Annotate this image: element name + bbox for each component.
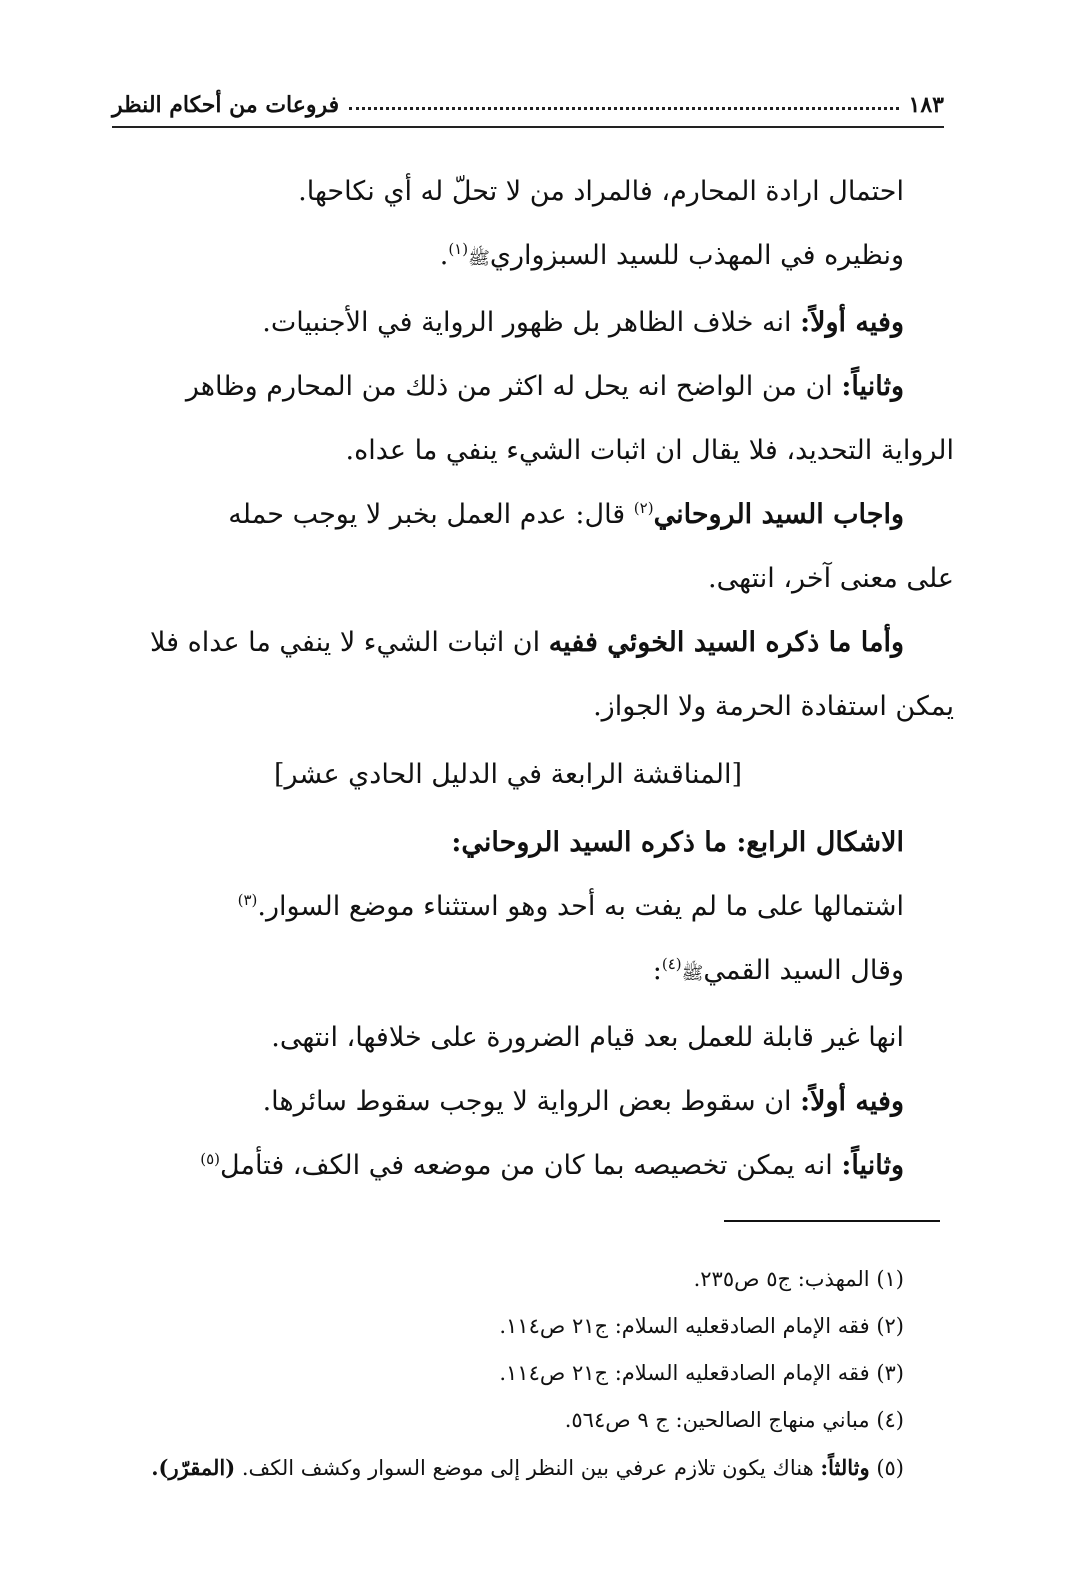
paragraph-8: اشتمالها على ما لم يفت به أحد وهو استثناء موضع السوار.$^{(٣)}$: [237, 891, 904, 922]
paragraph-3: وفيه أولاً: انه خلاف الظاهر بل ظهور الرواية في الأجنبيات.: [262, 307, 904, 338]
footnote-2: (٢) فقه الإمام الصادقعليه السلام: ج٢١ ص١١٤.: [499, 1314, 904, 1338]
paragraph-4: وثانياً: ان من الواضح انه يحل له اكثر من ذلك من المحارم وظاهر: [185, 371, 904, 402]
footnote-ref-5[interactable]: (٥): [200, 1150, 221, 1168]
honorific-glyph: ﷺ: [681, 963, 704, 984]
footnote-4: (٤) مباني منهاج الصالحين: ج ٩ ص٥٦٤.: [564, 1408, 904, 1432]
paragraph-5-continuation: على معنى آخر، انتهى.: [708, 563, 954, 594]
paragraph-11: وفيه أولاً: ان سقوط بعض الرواية لا يوجب سقوط سائرها.: [262, 1086, 904, 1117]
footnote-5: (٥) وثالثاً: هناك يكون تلازم عرفي بين النظر إلى موضع السوار وكشف الكف. (المقرّر).: [151, 1455, 904, 1480]
section-heading: [المناقشة الرابعة في الدليل الحادي عشر]: [273, 759, 743, 790]
footnote-3: (٣) فقه الإمام الصادقعليه السلام: ج٢١ ص١١٤.: [499, 1361, 904, 1385]
footnote-ref-1[interactable]: (١): [448, 240, 469, 258]
paragraph-1: احتمال ارادة المحارم، فالمراد من لا تحلّ له أي نكاحها.: [298, 176, 904, 207]
paragraph-6: وأما ما ذكره السيد الخوئي ففيه ان اثبات الشيء لا ينفي ما عداه فلا: [150, 627, 904, 658]
footnote-1: (١) المهذب: ج٥ ص٢٣٥.: [693, 1267, 904, 1291]
header-leader-dots: [349, 107, 898, 110]
footnote-ref-2[interactable]: (٢): [633, 499, 654, 517]
footnotes: [112, 1256, 904, 1492]
paragraph-5: واجاب السيد الروحاني$^{(٢)}$ قال: عدم العمل بخبر لا يوجب حمله: [228, 499, 904, 530]
paragraph-7: الاشكال الرابع: ما ذكره السيد الروحاني:: [451, 827, 904, 858]
footnote-separator: [724, 1220, 940, 1222]
header-rule: [112, 126, 944, 128]
paragraph-6-continuation: يمكن استفادة الحرمة ولا الجواز.: [593, 691, 954, 722]
footnote-ref-4[interactable]: (٤): [661, 955, 682, 973]
paragraph-9: وقال السيد القميﷺ$^{(٤)}$:: [652, 955, 904, 986]
footnote-ref-3[interactable]: (٣): [237, 891, 258, 909]
paragraph-4-continuation: الرواية التحديد، فلا يقال ان اثبات الشيء ينفي ما عداه.: [345, 435, 954, 466]
paragraph-12: وثانياً: انه يمكن تخصيصه بما كان من موضعه في الكف، فتأمل$^{(٥)}$: [200, 1150, 904, 1181]
page-number: ١٨٣: [908, 92, 944, 118]
paragraph-10: انها غير قابلة للعمل بعد قيام الضرورة على خلافها، انتهى.: [271, 1022, 904, 1053]
main-text: [112, 160, 954, 1198]
honorific-glyph: ﷺ: [468, 248, 490, 269]
running-header: [112, 78, 944, 118]
running-title: فروعات من أحكام النظر: [112, 92, 340, 118]
paragraph-2: ونظيره في المهذب للسيد السبزواريﷺ$^{(١)}$.: [439, 240, 904, 271]
